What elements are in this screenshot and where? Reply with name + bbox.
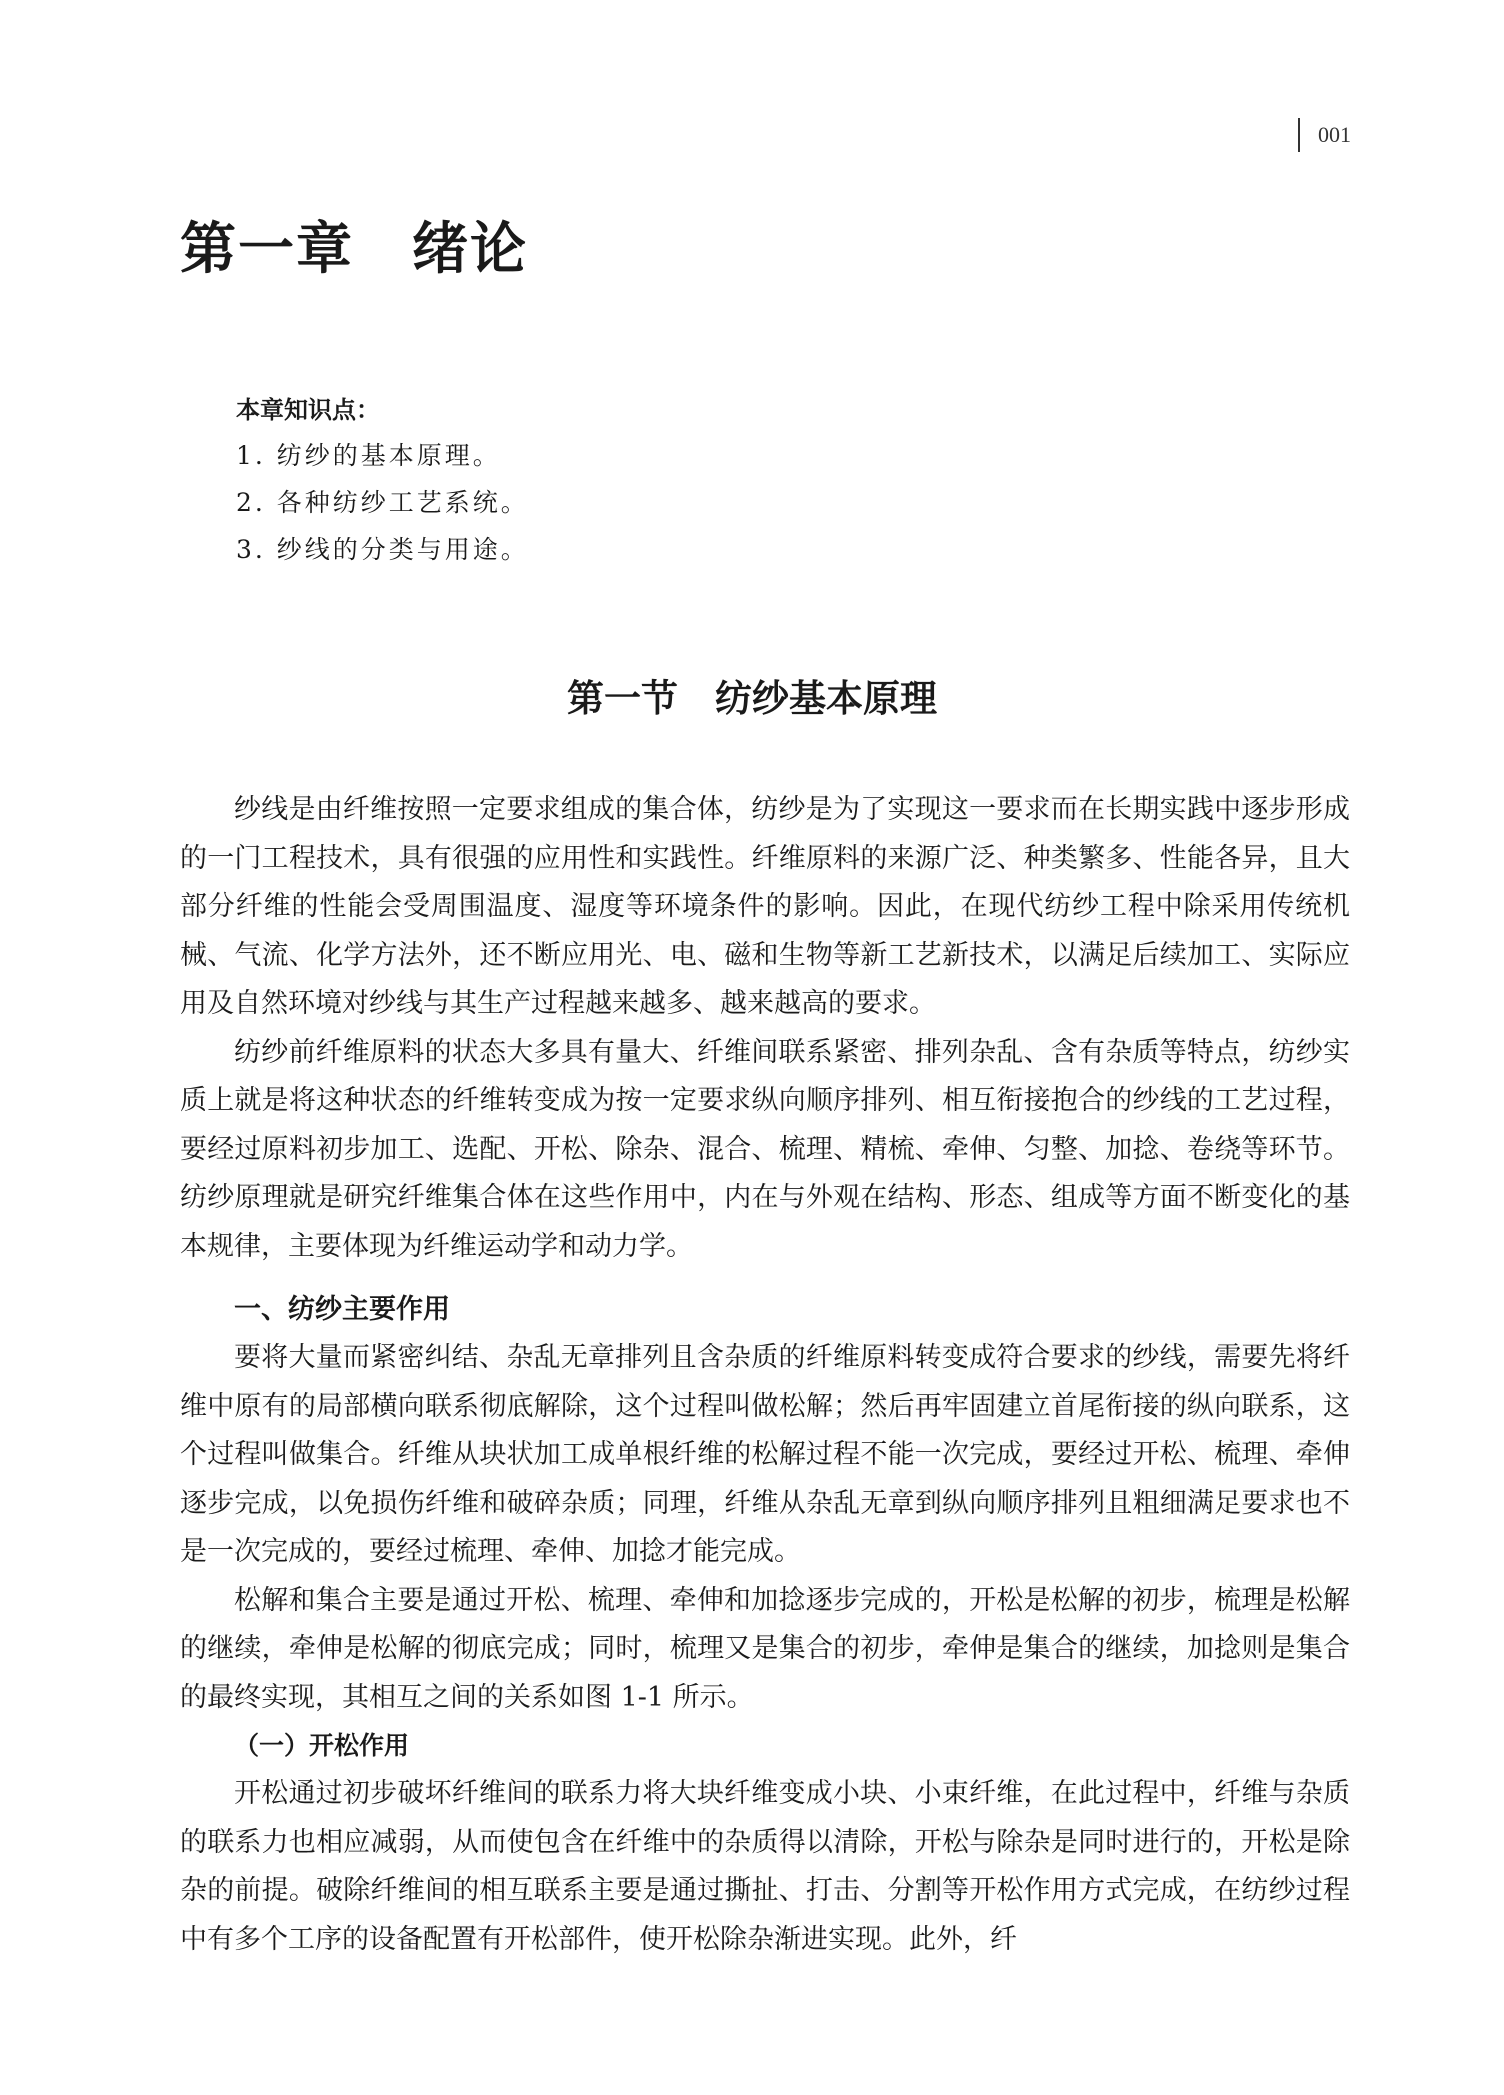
- page-number: 001: [1298, 118, 1351, 152]
- section-title: 第一节 纺纱基本原理: [567, 677, 937, 720]
- body-paragraph: 纺纱前纤维原料的状态大多具有量大、纤维间联系紧密、排列杂乱、含有杂质等特点，纺纱实质上就是将这种状态的纤维转变成为按一定要求纵向顺序排列、相互衔接抱合的纱线的工艺过程，要经过原料初步加工、选配、开松、除杂、混合、梳理、精梳、牵伸、匀整、加捻、卷绕等环节。纺纱原理就是研究纤维集合体在这些作用中，内在与外观在结构、形态、组成等方面不断变化的基本规律，主要体现为纤维运动学和动力学。: [180, 1036, 1350, 1262]
- knowledge-point-item: 2. 各种纺纱工艺系统。: [236, 488, 529, 517]
- subsection-main-functions: [180, 1286, 1350, 1964]
- knowledge-points: [236, 388, 1136, 573]
- section-intro: [180, 786, 1350, 1271]
- body-paragraph: 要将大量而紧密纠结、杂乱无章排列且含杂质的纤维原料转变成符合要求的纱线，需要先将纤维中原有的局部横向联系彻底解除，这个过程叫做松解；然后再牢固建立首尾衔接的纵向联系，这个过程叫做集合。纤维从块状加工成单根纤维的松解过程不能一次完成，要经过开松、梳理、牵伸逐步完成，以免损伤纤维和破碎杂质；同理，纤维从杂乱无章到纵向顺序排列且粗细满足要求也不是一次完成的，要经过梳理、牵伸、加捻才能完成。: [180, 1342, 1350, 1567]
- knowledge-points-heading: 本章知识点：: [236, 396, 380, 424]
- subsection-title: 一、纺纱主要作用: [234, 1294, 450, 1325]
- knowledge-point-item: 3. 纱线的分类与用途。: [236, 535, 529, 564]
- knowledge-point-item: 1. 纺纱的基本原理。: [236, 441, 501, 470]
- body-paragraph: 开松通过初步破坏纤维间的联系力将大块纤维变成小块、小束纤维，在此过程中，纤维与杂质的联系力也相应减弱，从而使包含在纤维中的杂质得以清除，开松与除杂是同时进行的，开松是除杂的前提。破除纤维间的相互联系主要是通过撕扯、打击、分割等开松作用方式完成，在纺纱过程中有多个工序的设备配置有开松部件，使开松除杂渐进实现。此外，纤: [180, 1778, 1350, 1955]
- sub-subsection-title: （一）开松作用: [234, 1731, 410, 1760]
- body-paragraph: 松解和集合主要是通过开松、梳理、牵伸和加捻逐步完成的，开松是松解的初步，梳理是松解的继续，牵伸是松解的彻底完成；同时，梳理又是集合的初步，牵伸是集合的继续，加捻则是集合的最终实现，其相互之间的关系如图 1-1 所示。: [180, 1584, 1350, 1713]
- body-paragraph: 纱线是由纤维按照一定要求组成的集合体，纺纱是为了实现这一要求而在长期实践中逐步形成的一门工程技术，具有很强的应用性和实践性。纤维原料的来源广泛、种类繁多、性能各异，且大部分纤维的性能会受周围温度、湿度等环境条件的影响。因此，在现代纺纱工程中除采用传统机械、气流、化学方法外，还不断应用光、电、磁和生物等新工艺新技术，以满足后续加工、实际应用及自然环境对纱线与其生产过程越来越多、越来越高的要求。: [180, 794, 1350, 1019]
- chapter-title: 第一章 绪论: [180, 216, 528, 282]
